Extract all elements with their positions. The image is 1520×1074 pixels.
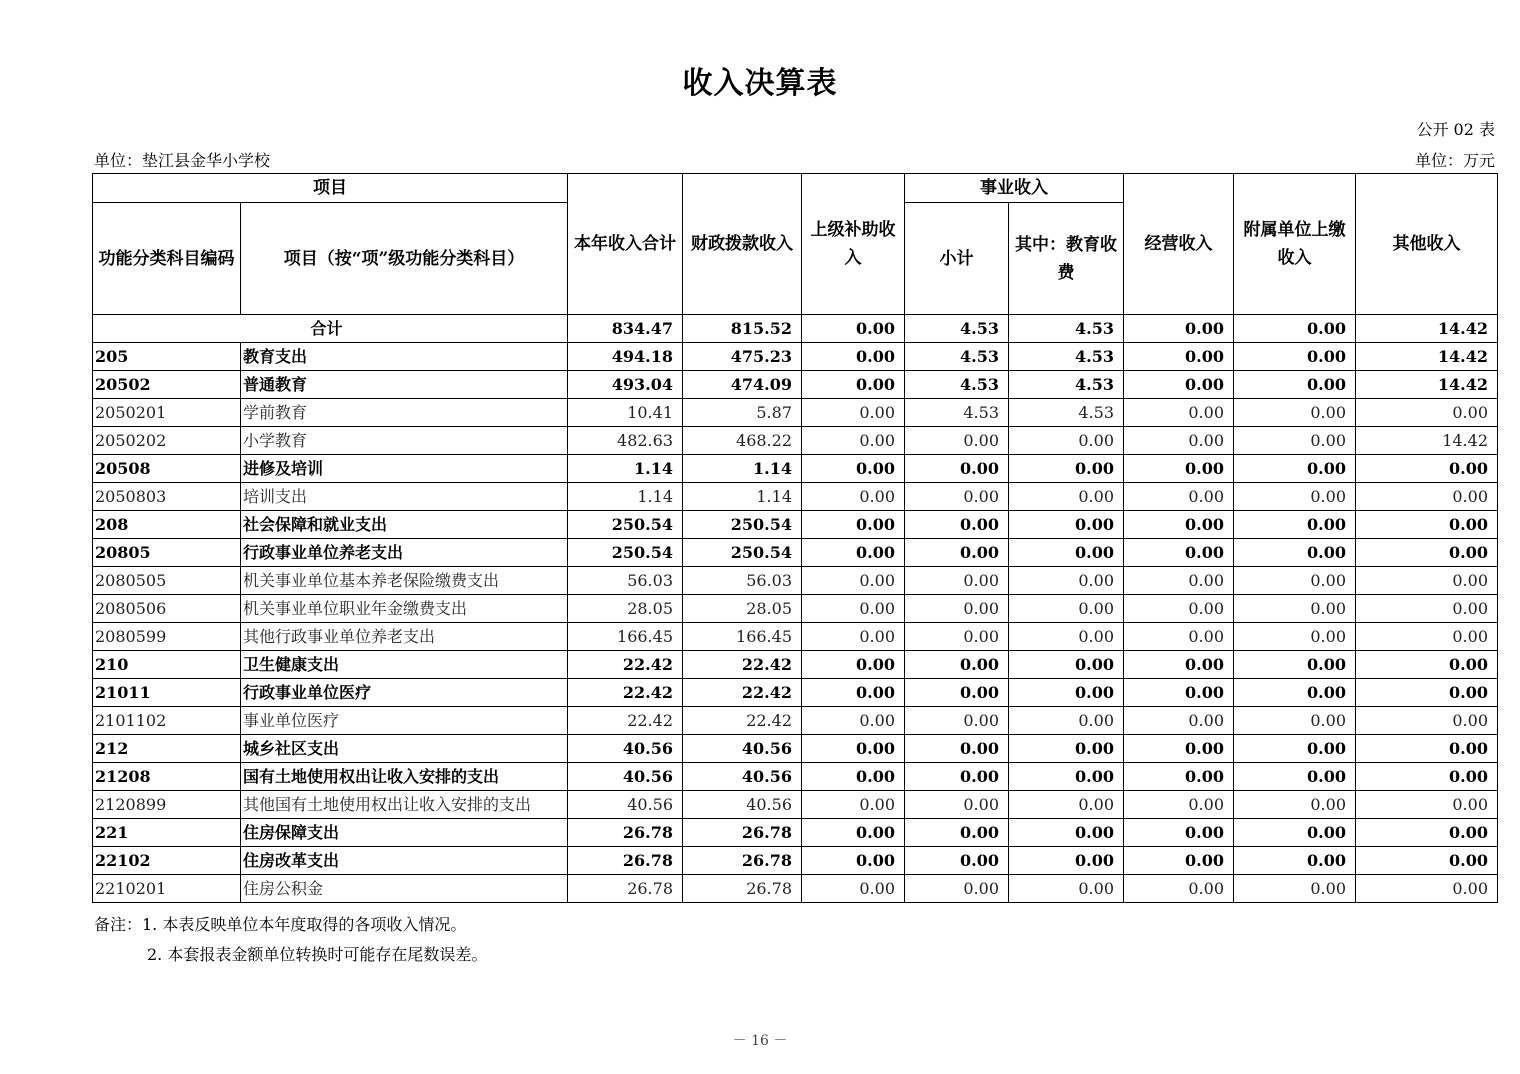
value-cell: 0.00 <box>905 483 1009 511</box>
value-cell: 0.00 <box>1009 651 1124 679</box>
value-cell: 0.00 <box>1124 511 1234 539</box>
value-cell: 250.54 <box>683 511 802 539</box>
value-cell: 1.14 <box>568 455 683 483</box>
value-cell: 0.00 <box>1356 483 1498 511</box>
header-subtotal: 小计 <box>905 203 1009 315</box>
note-1: 备注：1. 本表反映单位本年度取得的各项收入情况。 <box>94 915 467 934</box>
value-cell: 0.00 <box>802 651 905 679</box>
name-cell: 住房改革支出 <box>241 847 568 875</box>
value-cell: 0.00 <box>1124 483 1234 511</box>
value-cell: 26.78 <box>568 819 683 847</box>
value-cell: 0.00 <box>1124 763 1234 791</box>
value-cell: 0.00 <box>1234 875 1356 903</box>
header-row-1 <box>93 174 1498 203</box>
table-row <box>93 371 1498 399</box>
value-cell: 40.56 <box>683 735 802 763</box>
value-cell: 0.00 <box>905 567 1009 595</box>
value-cell: 22.42 <box>683 651 802 679</box>
value-cell: 0.00 <box>1356 847 1498 875</box>
value-cell: 0.00 <box>1124 343 1234 371</box>
code-cell: 208 <box>93 511 241 539</box>
name-cell: 机关事业单位职业年金缴费支出 <box>241 595 568 623</box>
total-cell: 0.00 <box>1234 315 1356 343</box>
value-cell: 0.00 <box>1009 427 1124 455</box>
value-cell: 40.56 <box>683 763 802 791</box>
value-cell: 4.53 <box>1009 371 1124 399</box>
name-cell: 学前教育 <box>241 399 568 427</box>
value-cell: 0.00 <box>1009 483 1124 511</box>
value-cell: 40.56 <box>568 763 683 791</box>
value-cell: 0.00 <box>1124 371 1234 399</box>
value-cell: 166.45 <box>683 623 802 651</box>
value-cell: 0.00 <box>905 539 1009 567</box>
value-cell: 0.00 <box>1124 819 1234 847</box>
name-cell: 小学教育 <box>241 427 568 455</box>
value-cell: 0.00 <box>905 847 1009 875</box>
name-cell: 事业单位医疗 <box>241 707 568 735</box>
value-cell: 0.00 <box>1356 623 1498 651</box>
value-cell: 0.00 <box>905 427 1009 455</box>
value-cell: 26.78 <box>568 875 683 903</box>
page-title: 收入决算表 <box>682 66 838 101</box>
value-cell: 0.00 <box>1356 399 1498 427</box>
value-cell: 468.22 <box>683 427 802 455</box>
value-cell: 0.00 <box>1356 651 1498 679</box>
code-cell: 2080599 <box>93 623 241 651</box>
value-cell: 0.00 <box>1124 427 1234 455</box>
value-cell: 0.00 <box>905 455 1009 483</box>
value-cell: 0.00 <box>1234 791 1356 819</box>
table-row <box>93 595 1498 623</box>
table-row <box>93 791 1498 819</box>
form-number: 公开 02 表 <box>1416 120 1495 139</box>
value-cell: 26.78 <box>683 847 802 875</box>
header-code: 功能分类科目编码 <box>93 203 241 315</box>
value-cell: 0.00 <box>1356 595 1498 623</box>
name-cell: 进修及培训 <box>241 455 568 483</box>
value-cell: 0.00 <box>802 483 905 511</box>
total-cell: 0.00 <box>1124 315 1234 343</box>
value-cell: 0.00 <box>1356 455 1498 483</box>
header-fiscal: 财政拨款收入 <box>683 174 802 315</box>
total-cell: 4.53 <box>905 315 1009 343</box>
value-cell: 0.00 <box>802 707 905 735</box>
value-cell: 0.00 <box>1356 511 1498 539</box>
table-row <box>93 511 1498 539</box>
code-cell: 221 <box>93 819 241 847</box>
name-cell: 行政事业单位医疗 <box>241 679 568 707</box>
value-cell: 0.00 <box>1234 511 1356 539</box>
table-row <box>93 763 1498 791</box>
value-cell: 0.00 <box>1124 623 1234 651</box>
value-cell: 0.00 <box>905 875 1009 903</box>
total-cell: 815.52 <box>683 315 802 343</box>
value-cell: 0.00 <box>802 819 905 847</box>
value-cell: 0.00 <box>802 679 905 707</box>
code-cell: 205 <box>93 343 241 371</box>
value-cell: 0.00 <box>1356 735 1498 763</box>
notes <box>94 910 487 970</box>
value-cell: 0.00 <box>1124 791 1234 819</box>
header-project-group: 项目 <box>93 174 568 203</box>
value-cell: 0.00 <box>1234 371 1356 399</box>
value-cell: 0.00 <box>802 847 905 875</box>
header-total: 本年收入合计 <box>568 174 683 315</box>
table-row <box>93 455 1498 483</box>
value-cell: 22.42 <box>683 679 802 707</box>
value-cell: 0.00 <box>1009 623 1124 651</box>
value-cell: 0.00 <box>1124 707 1234 735</box>
page-number: － 16 － <box>732 1033 788 1049</box>
value-cell: 28.05 <box>683 595 802 623</box>
name-cell: 其他行政事业单位养老支出 <box>241 623 568 651</box>
value-cell: 0.00 <box>1356 567 1498 595</box>
value-cell: 0.00 <box>905 819 1009 847</box>
value-cell: 0.00 <box>1234 567 1356 595</box>
note-2: 2. 本套报表金额单位转换时可能存在尾数误差。 <box>147 945 488 964</box>
value-cell: 0.00 <box>1124 399 1234 427</box>
code-cell: 2050202 <box>93 427 241 455</box>
value-cell: 0.00 <box>1356 875 1498 903</box>
value-cell: 26.78 <box>683 819 802 847</box>
value-cell: 0.00 <box>1234 707 1356 735</box>
table-row <box>93 483 1498 511</box>
value-cell: 0.00 <box>1009 679 1124 707</box>
name-cell: 国有土地使用权出让收入安排的支出 <box>241 763 568 791</box>
code-cell: 22102 <box>93 847 241 875</box>
value-cell: 56.03 <box>568 567 683 595</box>
value-cell: 0.00 <box>905 651 1009 679</box>
value-cell: 0.00 <box>1009 567 1124 595</box>
table-row <box>93 847 1498 875</box>
value-cell: 0.00 <box>1009 819 1124 847</box>
name-cell: 行政事业单位养老支出 <box>241 539 568 567</box>
code-cell: 2101102 <box>93 707 241 735</box>
value-cell: 0.00 <box>1009 707 1124 735</box>
value-cell: 26.78 <box>683 875 802 903</box>
value-cell: 0.00 <box>1009 875 1124 903</box>
value-cell: 0.00 <box>1124 847 1234 875</box>
value-cell: 0.00 <box>905 707 1009 735</box>
value-cell: 0.00 <box>1009 791 1124 819</box>
name-cell: 培训支出 <box>241 483 568 511</box>
code-cell: 212 <box>93 735 241 763</box>
value-cell: 0.00 <box>802 763 905 791</box>
table-row <box>93 875 1498 903</box>
value-cell: 0.00 <box>1234 343 1356 371</box>
total-cell: 14.42 <box>1356 315 1498 343</box>
value-cell: 40.56 <box>683 791 802 819</box>
value-cell: 0.00 <box>905 791 1009 819</box>
total-cell: 4.53 <box>1009 315 1124 343</box>
table-row <box>93 623 1498 651</box>
code-cell: 2080505 <box>93 567 241 595</box>
value-cell: 0.00 <box>802 791 905 819</box>
value-cell: 40.56 <box>568 791 683 819</box>
value-cell: 0.00 <box>802 399 905 427</box>
value-cell: 22.42 <box>568 707 683 735</box>
value-cell: 250.54 <box>568 539 683 567</box>
table-row <box>93 651 1498 679</box>
value-cell: 0.00 <box>1009 511 1124 539</box>
table-row <box>93 819 1498 847</box>
value-cell: 474.09 <box>683 371 802 399</box>
value-cell: 56.03 <box>683 567 802 595</box>
code-cell: 21011 <box>93 679 241 707</box>
name-cell: 教育支出 <box>241 343 568 371</box>
value-cell: 0.00 <box>905 623 1009 651</box>
value-cell: 22.42 <box>568 651 683 679</box>
value-cell: 493.04 <box>568 371 683 399</box>
code-cell: 210 <box>93 651 241 679</box>
name-cell: 城乡社区支出 <box>241 735 568 763</box>
name-cell: 社会保障和就业支出 <box>241 511 568 539</box>
value-cell: 0.00 <box>1356 539 1498 567</box>
name-cell: 住房保障支出 <box>241 819 568 847</box>
value-cell: 0.00 <box>1356 679 1498 707</box>
code-cell: 20805 <box>93 539 241 567</box>
value-cell: 4.53 <box>1009 343 1124 371</box>
value-cell: 0.00 <box>802 567 905 595</box>
header-operating: 经营收入 <box>1124 174 1234 315</box>
value-cell: 0.00 <box>802 511 905 539</box>
value-cell: 0.00 <box>802 595 905 623</box>
value-cell: 0.00 <box>1124 679 1234 707</box>
value-cell: 14.42 <box>1356 343 1498 371</box>
name-cell: 卫生健康支出 <box>241 651 568 679</box>
value-cell: 4.53 <box>905 399 1009 427</box>
value-cell: 0.00 <box>802 875 905 903</box>
table-row <box>93 343 1498 371</box>
value-cell: 14.42 <box>1356 427 1498 455</box>
value-cell: 1.14 <box>683 455 802 483</box>
value-cell: 0.00 <box>1124 455 1234 483</box>
value-cell: 0.00 <box>905 511 1009 539</box>
value-cell: 0.00 <box>1234 651 1356 679</box>
table-row <box>93 567 1498 595</box>
value-cell: 0.00 <box>1124 651 1234 679</box>
value-cell: 22.42 <box>683 707 802 735</box>
name-cell: 住房公积金 <box>241 875 568 903</box>
value-cell: 0.00 <box>1009 763 1124 791</box>
value-cell: 0.00 <box>802 427 905 455</box>
value-cell: 0.00 <box>905 679 1009 707</box>
value-cell: 0.00 <box>1124 539 1234 567</box>
value-cell: 0.00 <box>1356 707 1498 735</box>
value-cell: 0.00 <box>1234 735 1356 763</box>
value-cell: 0.00 <box>802 343 905 371</box>
value-cell: 40.56 <box>568 735 683 763</box>
value-cell: 0.00 <box>1234 455 1356 483</box>
code-cell: 20508 <box>93 455 241 483</box>
header-edu-fee: 其中：教育收费 <box>1009 203 1124 315</box>
header-affiliate: 附属单位上缴收入 <box>1234 174 1356 315</box>
currency-unit: 单位：万元 <box>1414 151 1495 170</box>
value-cell: 0.00 <box>802 455 905 483</box>
header-business-group: 事业收入 <box>905 174 1124 203</box>
value-cell: 0.00 <box>802 539 905 567</box>
name-cell: 其他国有土地使用权出让收入安排的支出 <box>241 791 568 819</box>
code-cell: 2080506 <box>93 595 241 623</box>
value-cell: 0.00 <box>1124 735 1234 763</box>
value-cell: 250.54 <box>568 511 683 539</box>
value-cell: 0.00 <box>1009 735 1124 763</box>
value-cell: 250.54 <box>683 539 802 567</box>
value-cell: 14.42 <box>1356 371 1498 399</box>
value-cell: 26.78 <box>568 847 683 875</box>
value-cell: 0.00 <box>1009 539 1124 567</box>
name-cell: 机关事业单位基本养老保险缴费支出 <box>241 567 568 595</box>
value-cell: 0.00 <box>1234 819 1356 847</box>
total-cell: 0.00 <box>802 315 905 343</box>
table-row <box>93 539 1498 567</box>
total-row <box>93 315 1498 343</box>
value-cell: 0.00 <box>1356 763 1498 791</box>
value-cell: 0.00 <box>1356 819 1498 847</box>
code-cell: 20502 <box>93 371 241 399</box>
name-cell: 普通教育 <box>241 371 568 399</box>
code-cell: 2120899 <box>93 791 241 819</box>
total-label: 合计 <box>93 315 568 343</box>
value-cell: 0.00 <box>1234 539 1356 567</box>
value-cell: 4.53 <box>1009 399 1124 427</box>
value-cell: 4.53 <box>905 343 1009 371</box>
table-row <box>93 735 1498 763</box>
header-name: 项目（按“项”级功能分类科目） <box>241 203 568 315</box>
code-cell: 2210201 <box>93 875 241 903</box>
value-cell: 0.00 <box>1234 399 1356 427</box>
value-cell: 0.00 <box>905 735 1009 763</box>
code-cell: 2050803 <box>93 483 241 511</box>
table-row <box>93 399 1498 427</box>
value-cell: 0.00 <box>1124 567 1234 595</box>
header-other: 其他收入 <box>1356 174 1498 315</box>
value-cell: 0.00 <box>1234 595 1356 623</box>
income-table <box>92 173 1498 903</box>
code-cell: 21208 <box>93 763 241 791</box>
value-cell: 494.18 <box>568 343 683 371</box>
value-cell: 166.45 <box>568 623 683 651</box>
value-cell: 10.41 <box>568 399 683 427</box>
value-cell: 28.05 <box>568 595 683 623</box>
value-cell: 0.00 <box>1234 427 1356 455</box>
value-cell: 0.00 <box>1124 595 1234 623</box>
table-row <box>93 427 1498 455</box>
value-cell: 0.00 <box>802 371 905 399</box>
value-cell: 0.00 <box>1234 679 1356 707</box>
value-cell: 0.00 <box>1234 483 1356 511</box>
value-cell: 1.14 <box>683 483 802 511</box>
value-cell: 5.87 <box>683 399 802 427</box>
value-cell: 0.00 <box>905 595 1009 623</box>
value-cell: 0.00 <box>1234 847 1356 875</box>
value-cell: 0.00 <box>802 735 905 763</box>
value-cell: 0.00 <box>1009 595 1124 623</box>
table-row <box>93 679 1498 707</box>
value-cell: 22.42 <box>568 679 683 707</box>
value-cell: 0.00 <box>1356 791 1498 819</box>
value-cell: 0.00 <box>1009 847 1124 875</box>
value-cell: 0.00 <box>905 763 1009 791</box>
value-cell: 0.00 <box>802 623 905 651</box>
total-cell: 834.47 <box>568 315 683 343</box>
value-cell: 0.00 <box>1234 623 1356 651</box>
value-cell: 0.00 <box>1234 763 1356 791</box>
value-cell: 4.53 <box>905 371 1009 399</box>
value-cell: 0.00 <box>1124 875 1234 903</box>
value-cell: 475.23 <box>683 343 802 371</box>
value-cell: 1.14 <box>568 483 683 511</box>
table-row <box>93 707 1498 735</box>
unit-name: 单位：垫江县金华小学校 <box>94 151 271 170</box>
code-cell: 2050201 <box>93 399 241 427</box>
value-cell: 0.00 <box>1009 455 1124 483</box>
value-cell: 482.63 <box>568 427 683 455</box>
header-superior: 上级补助收入 <box>802 174 905 315</box>
